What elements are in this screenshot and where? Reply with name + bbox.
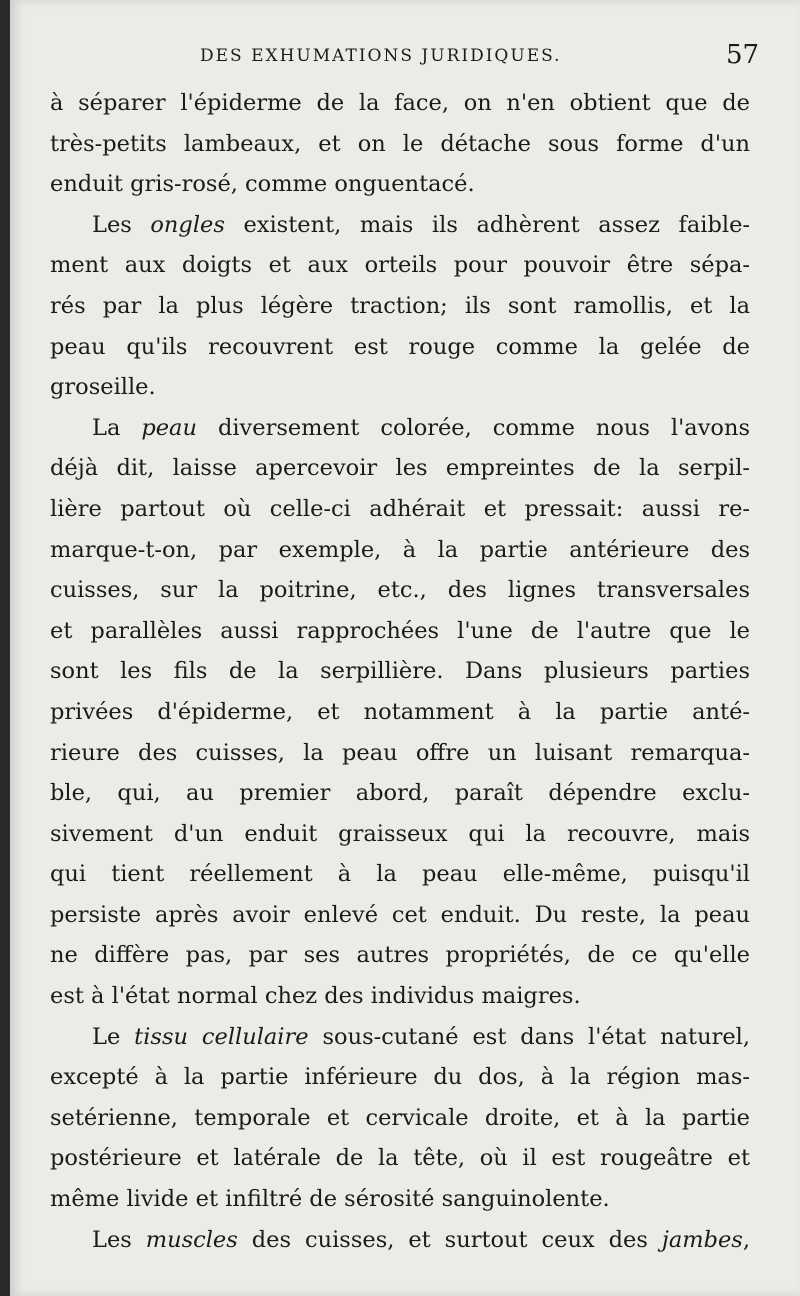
text-line: qui tient réellement à la peau elle-même, puisqu'il [50, 861, 750, 888]
paragraph [50, 1017, 750, 1220]
italic-term: muscles [145, 1226, 238, 1253]
text-line: peau qu'ils recouvrent est rouge comme la gelée de [50, 333, 750, 360]
body-text [50, 83, 750, 1260]
text-line: sont les fils de la serpillière. Dans plusieurs parties [50, 658, 750, 685]
running-title: DES EXHUMATIONS JURIDIQUES. [200, 46, 562, 66]
text-line: même livide et infiltré de sérosité sanguinolente. [50, 1186, 610, 1213]
text-line: Les ongles existent, mais ils adhèrent assez faible- [92, 211, 750, 238]
text-line: excepté à la partie inférieure du dos, à la région mas- [50, 1064, 750, 1091]
page-number: 57 [726, 40, 760, 70]
text-line: persiste après avoir enlevé cet enduit. Du reste, la peau [50, 901, 750, 928]
text-line: Les muscles des cuisses, et surtout ceux des jambes, [92, 1226, 750, 1253]
paragraph [50, 83, 750, 205]
text-line: ne diffère pas, par ses autres propriétés, de ce qu'elle [50, 942, 750, 969]
italic-term: tissu cellulaire [134, 1023, 309, 1050]
text-line: privées d'épiderme, et notamment à la partie anté- [50, 698, 750, 725]
paragraph [50, 1220, 750, 1261]
paragraph [50, 408, 750, 1017]
text-line: enduit gris-rosé, comme onguentacé. [50, 171, 475, 198]
text-line: marque-t-on, par exemple, à la partie antérieure des [50, 536, 750, 563]
text-line: groseille. [50, 374, 156, 401]
text-line: lière partout où celle-ci adhérait et pressait: aussi re- [50, 495, 750, 522]
book-page [10, 0, 800, 1296]
italic-term: jambes [661, 1226, 743, 1253]
text-line: est à l'état normal chez des individus maigres. [50, 983, 581, 1010]
text-line: et parallèles aussi rapprochées l'une de l'autre que le [50, 617, 750, 644]
text-line: postérieure et latérale de la tête, où il est rougeâtre et [50, 1145, 750, 1172]
text-line: sivement d'un enduit graisseux qui la recouvre, mais [50, 820, 750, 847]
text-line: ble, qui, au premier abord, paraît dépendre exclu- [50, 780, 750, 807]
paragraph [50, 205, 750, 408]
running-head [10, 40, 800, 80]
text-line: rés par la plus légère traction; ils sont ramollis, et la [50, 292, 750, 319]
text-line: très-petits lambeaux, et on le détache sous forme d'un [50, 130, 750, 157]
text-line: cuisses, sur la poitrine, etc., des lignes transversales [50, 577, 750, 604]
text-line: déjà dit, laisse apercevoir les empreintes de la serpil- [50, 455, 750, 482]
text-line: Le tissu cellulaire sous-cutané est dans l'état naturel, [92, 1023, 750, 1050]
italic-term: peau [141, 414, 197, 441]
text-line: La peau diversement colorée, comme nous l'avons [92, 414, 750, 441]
italic-term: ongles [150, 211, 225, 238]
text-line: setérienne, temporale et cervicale droite, et à la partie [50, 1104, 750, 1131]
text-line: à séparer l'épiderme de la face, on n'en obtient que de [50, 90, 750, 116]
text-line: rieure des cuisses, la peau offre un luisant remarqua- [50, 739, 750, 766]
text-line: ment aux doigts et aux orteils pour pouvoir être sépa- [50, 252, 750, 279]
